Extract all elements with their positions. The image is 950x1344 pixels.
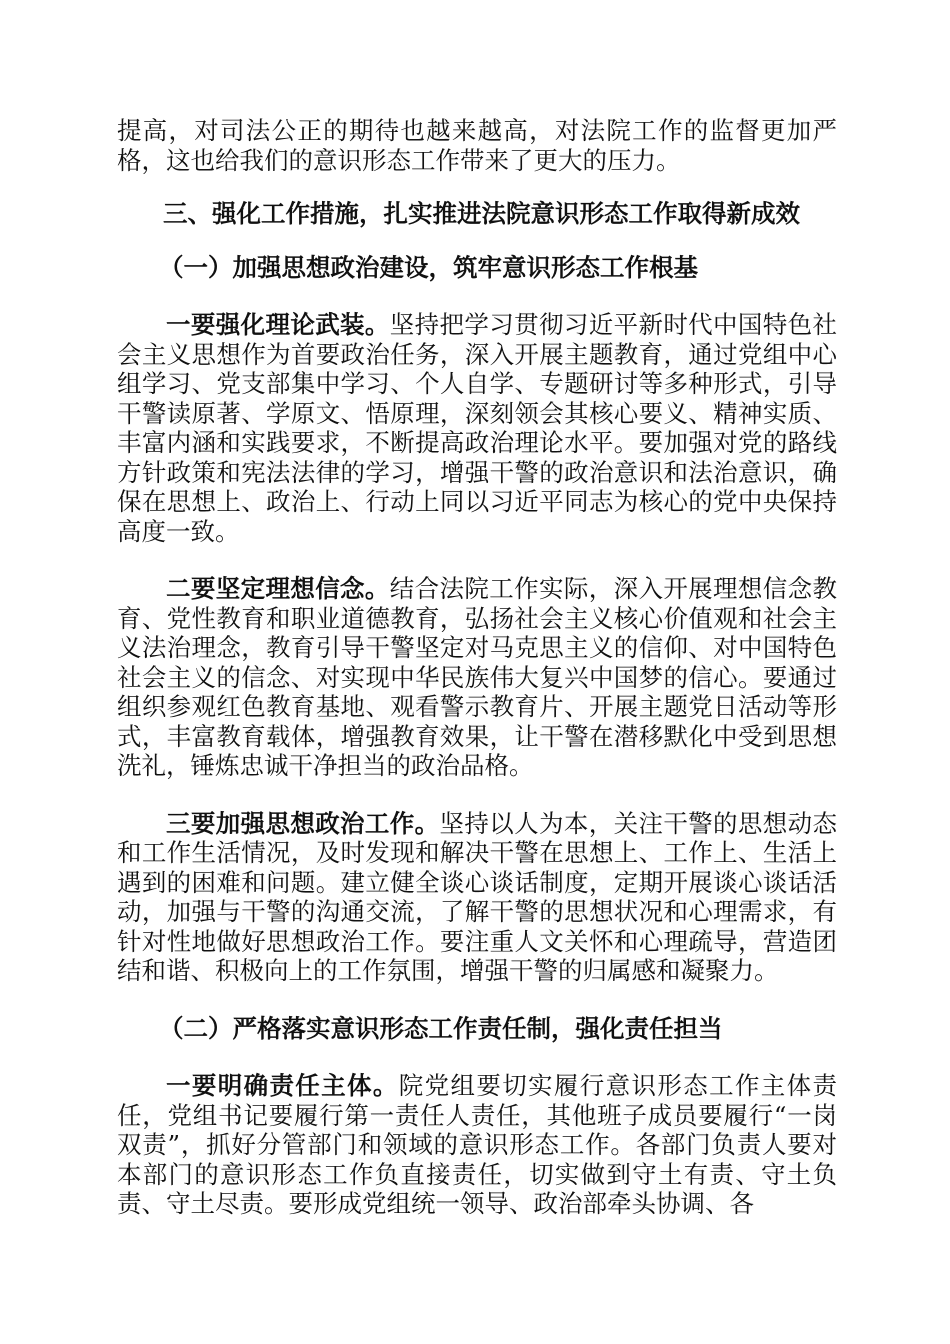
subsection-1-title: （一）加强思想政治建设，筑牢意识形态工作根基 [159,252,698,282]
section-title: 三、强化工作措施，扎实推进法院意识形态工作取得新成效 [163,199,800,228]
paragraph-theory [117,310,837,546]
paragraph-text: 结合法院工作实际，深入开展理想信念教育、党性教育和职业道德教育，弘扬社会主义核心价值观和社会主义法治理念，教育引导干警坚定对马克思主义的信仰、对中国特色社会主义的信念、对实现中华民族伟大复兴中国梦的信心。要通过组织参观红色教育基地、观看警示教育片、开展主题党日活动等形式，丰富教育载体，增强教育效果，让干警在潜移默化中受到思想洗礼，锤炼忠诚干净担当的政治品格。 [117,574,838,780]
paragraph-political-work [117,809,837,986]
paragraph-lead: 一要强化理论武装。 [166,310,390,339]
paragraph-responsibility [117,1071,837,1219]
paragraph-lead: 三要加强思想政治工作。 [166,808,440,838]
paragraph-text: 坚持以人为本，关注干警的思想动态和工作生活情况，及时发现和解决干警在思想上、工作上、生活上遇到的困难和问题。建立健全谈心谈话制度，定期开展谈心谈话活动，加强与干警的沟通交流，了解干警的思想状况和心理需求，有针对性地做好思想政治工作。要注重人文关怀和心理疏导，营造团结和谐、积极向上的工作氛围，增强干警的归属感和凝聚力。 [117,808,838,985]
paragraph-lead: 一要明确责任主体。 [166,1071,399,1100]
subsection-2-title: （二）严格落实意识形态工作责任制，强化责任担当 [159,1013,723,1043]
paragraph-lead: 二要坚定理想信念。 [166,574,390,603]
continuation-paragraph: 提高，对司法公正的期待也越来越高，对法院工作的监督更加严格，这也给我们的意识形态工作带来了更大的压力。 [117,116,837,175]
paragraph-ideals [117,574,837,781]
paragraph-text: 院党组要切实履行意识形态工作主体责任，党组书记要履行第一责任人责任，其他班子成员要履行“一岗双责”，抓好分管部门和领域的意识形态工作。各部门负责人要对本部门的意识形态工作负直接责任，切实做到守土有责、守土负责、守土尽责。要形成党组统一领导、政治部牵头协调、各 [117,1071,838,1218]
document-body [117,116,837,1247]
paragraph-text: 坚持把学习贯彻习近平新时代中国特色社会主义思想作为首要政治任务，深入开展主题教育，通过党组中心组学习、党支部集中学习、个人自学、专题研讨等多种形式，引导干警读原著、学原文、悟原理，深刻领会其核心要义、精神实质、丰富内涵和实践要求，不断提高政治理论水平。要加强对党的路线方针政策和宪法法律的学习，增强干警的政治意识和法治意识，确保在思想上、政治上、行动上同以习近平同志为核心的党中央保持高度一致。 [117,310,838,546]
